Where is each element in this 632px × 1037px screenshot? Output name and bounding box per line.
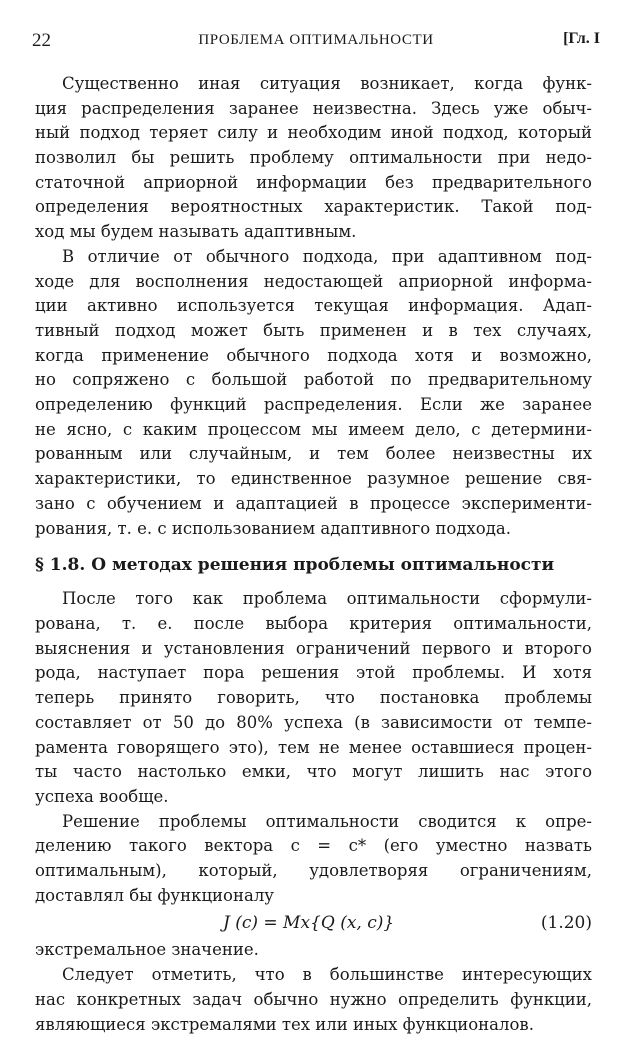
text-line: когда применение обычного подхода хотя и возможно, [35, 346, 592, 365]
text-line: выяснения и установления ограничений первого и второго [35, 639, 592, 658]
text-line: ции активно используется текущая информация. Адап- [35, 296, 592, 315]
text-line: После того как проблема оптимальности сформули- [62, 589, 592, 608]
equation-expression: J (c) = Mx{Q (x, c)} [223, 913, 395, 934]
text-line: ты часто настолько емки, что могут лишить нас этого [35, 762, 592, 781]
text-line: позволил бы решить проблему оптимальности при недо- [35, 148, 592, 167]
text-line: делению такого вектора c = c* (его уместно назвать [35, 836, 592, 855]
text-line: не ясно, с каким процессом мы имеем дело, с детермини- [35, 420, 592, 439]
text-line: зано с обучением и адаптацией в процессе эксперименти- [35, 494, 592, 513]
text-line: тивный подход может быть применен и в тех случаях, [35, 321, 592, 340]
text-line: рована, т. е. после выбора критерия оптимальности, [35, 614, 592, 633]
text-line: В отличие от обычного подхода, при адаптивном под- [62, 247, 592, 266]
chapter-label: [Гл. I [563, 30, 600, 47]
text-line: успеха вообще. [35, 787, 169, 806]
text-line: ный подход теряет силу и необходим иной подход, который [35, 123, 592, 142]
text-line: рованным или случайным, и тем более неизвестны их [35, 444, 592, 463]
text-line: Существенно иная ситуация возникает, когда функ- [62, 74, 592, 93]
text-line: составляет от 50 до 80% успеха (в зависимости от темпе- [35, 713, 592, 732]
section-heading: § 1.8. О методах решения проблемы оптимальности [35, 555, 555, 576]
text-line: являющиеся экстремалями тех или иных функционалов. [35, 1015, 534, 1034]
text-line: рования, т. е. с использованием адаптивного подхода. [35, 519, 511, 538]
text-line: статочной априорной информации без предварительного [35, 173, 592, 192]
running-title: ПРОБЛЕМА ОПТИМАЛЬНОСТИ [198, 32, 434, 48]
text-line: рода, наступает пора решения этой проблемы. И хотя [35, 663, 592, 682]
page-number: 22 [32, 30, 51, 51]
text-line: ход мы будем называть адаптивным. [35, 222, 357, 241]
equation-number: (1.20) [540, 913, 592, 934]
text-line: характеристики, то единственное разумное решение свя- [35, 469, 592, 488]
text-line: доставлял бы функционалу [35, 886, 275, 905]
text-line: экстремальное значение. [35, 940, 259, 959]
text-line: оптимальным), который, удовлетворяя ограничениям, [35, 861, 592, 880]
text-line: нас конкретных задач обычно нужно определить функции, [35, 990, 592, 1009]
text-line: ция распределения заранее неизвестна. Здесь уже обыч- [35, 99, 592, 118]
equation-1-20 [35, 910, 592, 936]
text-line: теперь принято говорить, что постановка проблемы [35, 688, 592, 707]
text-line: определения вероятностных характеристик. Такой под- [35, 197, 592, 216]
text-line: Решение проблемы оптимальности сводится к опре- [62, 812, 592, 831]
text-line: рамента говорящего это), тем не менее оставшиеся процен- [35, 738, 592, 757]
text-line: ходе для восполнения недостающей априорной информа- [35, 272, 592, 291]
page-header [22, 30, 610, 54]
text-line: но сопряжено с большой работой по предварительному [35, 370, 592, 389]
text-line: Следует отметить, что в большинстве интересующих [62, 965, 592, 984]
text-line: определению функций распределения. Если же заранее [35, 395, 592, 414]
